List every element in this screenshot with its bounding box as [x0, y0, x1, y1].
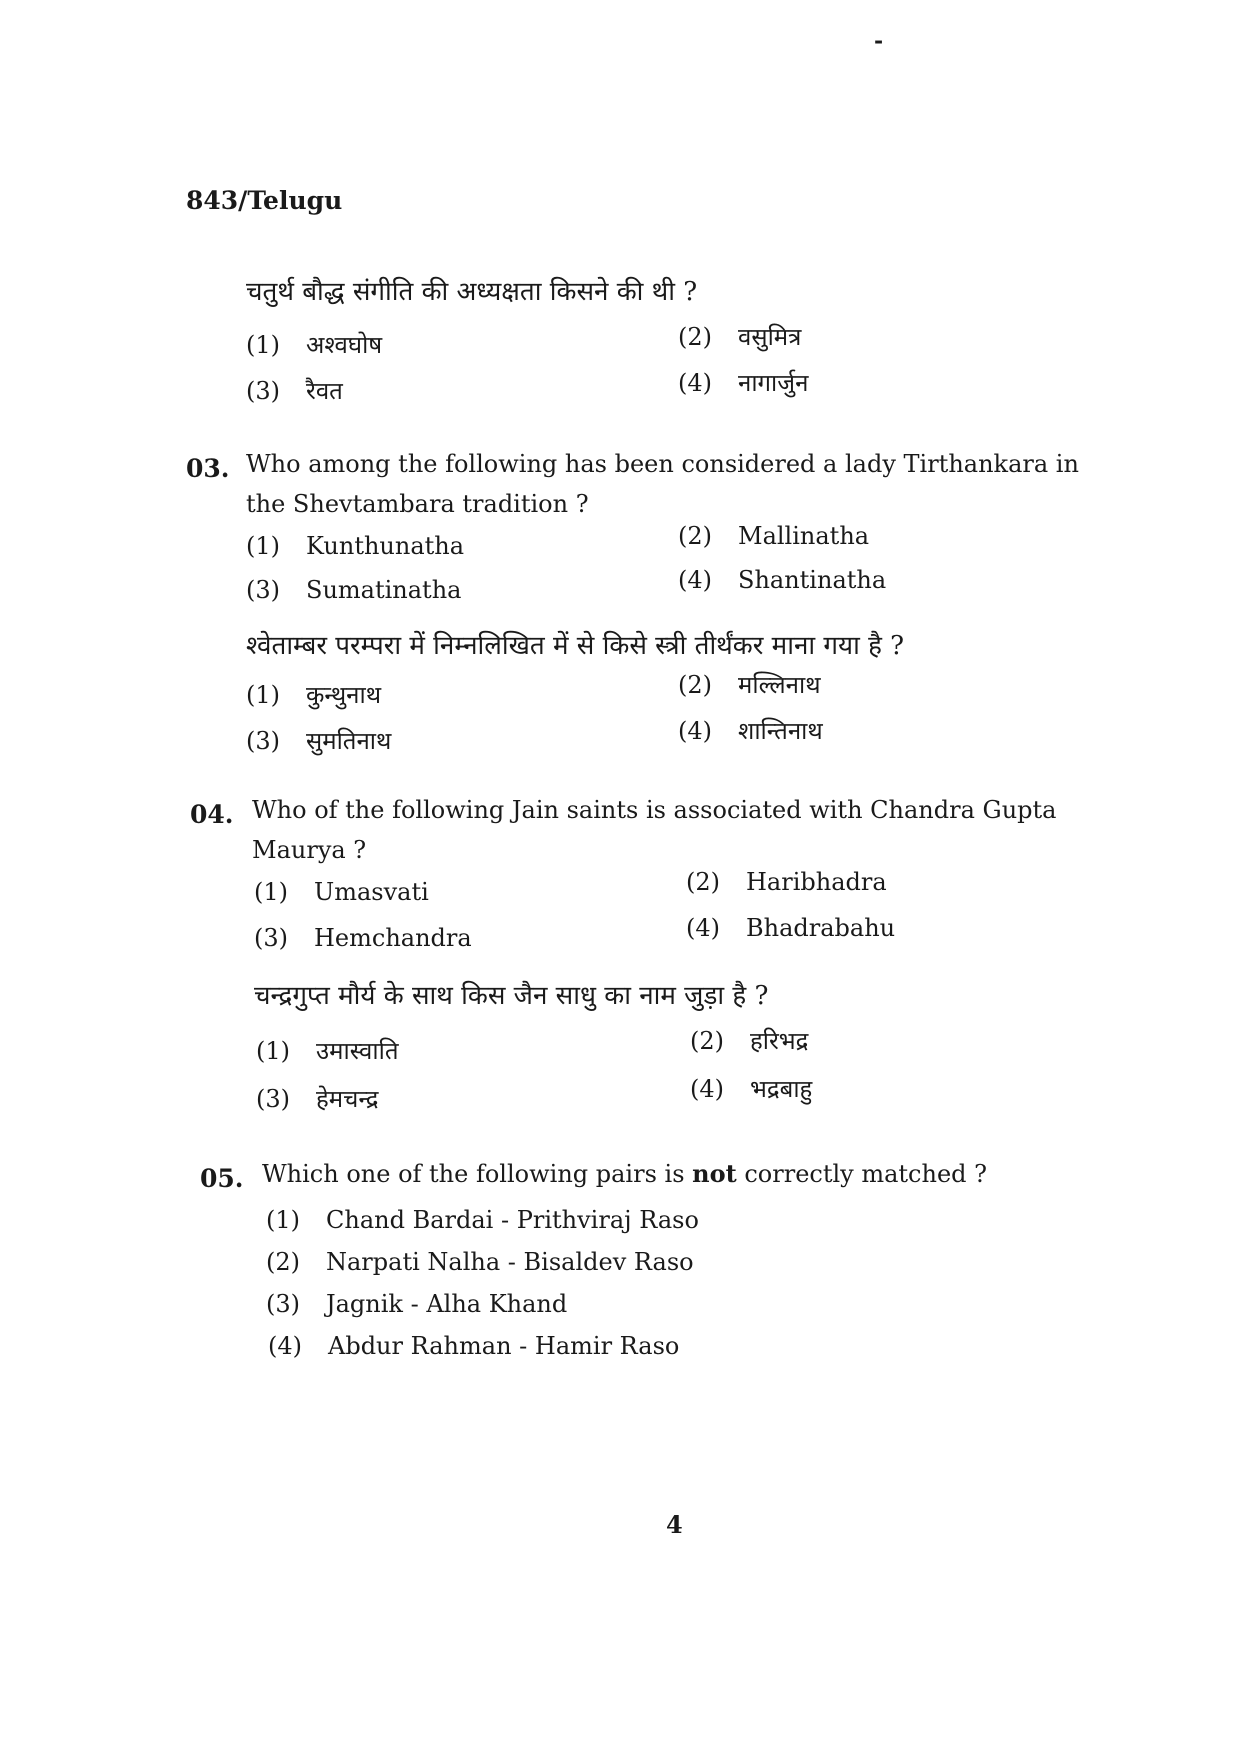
q02-hindi-option-2: (2) वसुमित्र — [678, 323, 802, 351]
q04-hindi-option-2: (2) हरिभद्र — [690, 1027, 809, 1055]
q03-hindi-option-3: (3) सुमतिनाथ — [246, 727, 392, 755]
q04-option-1: (1) Umasvati — [254, 878, 429, 906]
q05-option-3: (3) Jagnik - Alha Khand — [266, 1290, 568, 1318]
q04-option-2: (2) Haribhadra — [686, 868, 887, 896]
q05-question: Which one of the following pairs is not correctly matched ? — [262, 1159, 988, 1188]
q03-hindi-text: श्वेताम्बर परम्परा में निम्नलिखित में से किसे स्त्री तीर्थंकर माना गया है ? — [246, 631, 905, 661]
q03-option-2: (2) Mallinatha — [678, 522, 870, 550]
q03-question — [246, 444, 1126, 524]
q02-hindi-option-1: (1) अश्वघोष — [246, 331, 383, 359]
q04-option-4: (4) Bhadrabahu — [686, 914, 896, 942]
q02-hindi-option-3: (3) रैवत — [246, 377, 343, 405]
q05-option-2: (2) Narpati Nalha - Bisaldev Raso — [266, 1248, 694, 1276]
q04-hindi-text: चन्द्रगुप्त मौर्य के साथ किस जैन साधु का नाम जुड़ा है ? — [254, 981, 769, 1011]
q03-hindi-option-1: (1) कुन्थुनाथ — [246, 681, 382, 709]
q04-line-1: Who of the following Jain saints is associated with Chandra Gupta — [252, 796, 1057, 824]
q04-question — [252, 790, 1132, 870]
q04-line-2: Maurya ? — [252, 836, 367, 864]
q04-number: 04. — [190, 800, 234, 829]
q05-number: 05. — [200, 1164, 244, 1193]
q02-hindi-text: चतुर्थ बौद्ध संगीति की अध्यक्षता किसने की थी ? — [246, 277, 698, 307]
q03-number: 03. — [186, 454, 230, 483]
q03-line-2: the Shevtambara tradition ? — [246, 490, 589, 518]
q03-hindi-option-2: (2) मल्लिनाथ — [678, 671, 821, 699]
q03-option-3: (3) Sumatinatha — [246, 576, 462, 604]
q04-option-3: (3) Hemchandra — [254, 924, 472, 952]
q03-line-1: Who among the following has been considered a lady Tirthankara in — [246, 450, 1079, 478]
q02-hindi-option-4: (4) नागार्जुन — [678, 369, 809, 397]
paper-code: 843/Telugu — [186, 186, 343, 215]
q04-hindi-option-1: (1) उमास्वाति — [256, 1037, 399, 1065]
scan-mark: - — [874, 28, 884, 54]
q03-option-4: (4) Shantinatha — [678, 566, 887, 594]
q04-hindi-option-4: (4) भद्रबाहु — [690, 1075, 813, 1103]
q03-option-1: (1) Kunthunatha — [246, 532, 465, 560]
q05-option-4: (4) Abdur Rahman - Hamir Raso — [268, 1332, 680, 1360]
q04-hindi-option-3: (3) हेमचन्द्र — [256, 1085, 379, 1113]
q03-hindi-option-4: (4) शान्तिनाथ — [678, 717, 823, 745]
q05-option-1: (1) Chand Bardai - Prithviraj Raso — [266, 1206, 699, 1234]
page-number: 4 — [666, 1510, 683, 1539]
q05-emphasis: not — [692, 1159, 737, 1188]
